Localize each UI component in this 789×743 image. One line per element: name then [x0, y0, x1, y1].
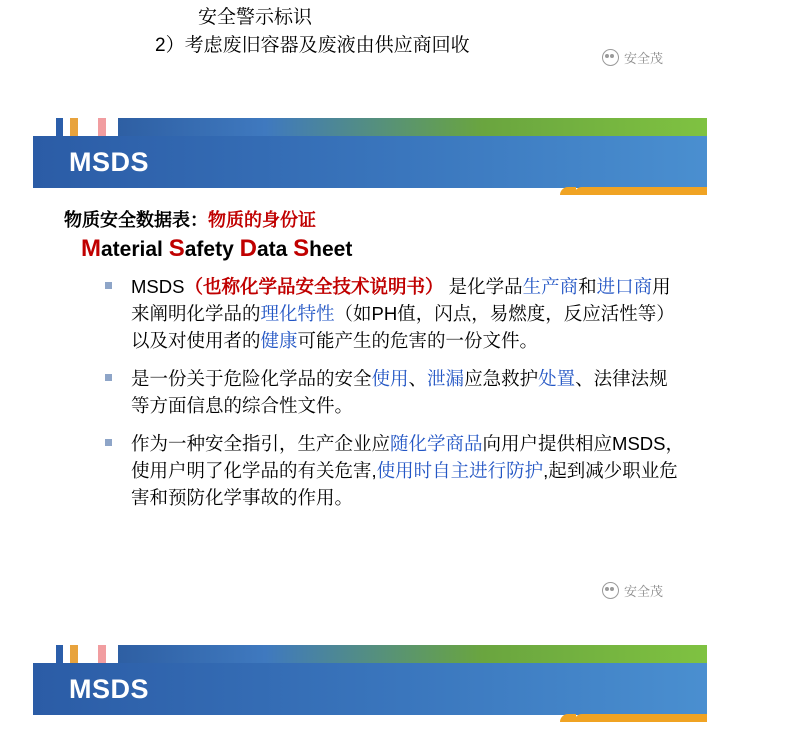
strip-segment-gradient — [118, 645, 707, 663]
bullet-text-run: 和 — [578, 276, 597, 297]
strip-segment-pink — [98, 645, 106, 663]
bullet-text-run: 作为一种安全指引，生产企业应 — [131, 433, 391, 454]
subheading-word-3: heet — [309, 238, 353, 261]
band-accent-shape — [574, 187, 707, 195]
strip-segment-white — [33, 118, 56, 136]
bullet-text-run: 进口商 — [596, 276, 653, 297]
watermark-icon — [602, 582, 619, 599]
strip-segment-gap-1 — [63, 645, 70, 663]
bullet-text-run: 应急救护 — [464, 368, 539, 389]
bullet-text-run: 是一份关于危险化学品的安全 — [131, 368, 372, 389]
bullet-text-run: 向用户提供相应MSDS，使用户明了化学品的有关危害, — [131, 433, 684, 481]
bullet-item — [101, 273, 685, 354]
section-heading — [64, 206, 316, 232]
bullet-list — [101, 273, 685, 522]
section-heading-plain: 物质安全数据表： — [64, 210, 208, 230]
bullet-text-run: MSDS — [131, 276, 185, 297]
bullet-item — [101, 430, 685, 511]
subheading-capital-3: S — [293, 235, 310, 262]
slide-msds-main — [33, 118, 707, 578]
slide-top-color-strip — [33, 118, 707, 136]
top-text-line-1: 安全警示标识 — [198, 7, 313, 28]
strip-segment-gap-3 — [106, 118, 118, 136]
bullet-text-run: 、 — [408, 368, 428, 389]
watermark-label: 安全茂 — [624, 51, 664, 66]
bullet-text-run: 处置 — [538, 368, 576, 389]
bullet-text-run: 使用时自主进行防护 — [376, 460, 544, 481]
strip-segment-blue — [56, 118, 63, 136]
bullet-item — [101, 365, 685, 419]
subheading-capital-1: S — [168, 235, 185, 262]
bullet-text-run: 用来阐明化学品的 — [131, 276, 671, 324]
bullet-text-run: （如PH值，闪点，易燃度，反应活性等）以及对使用者的 — [131, 303, 675, 351]
subheading-word-0: aterial — [101, 238, 169, 261]
subheading-word-1: afety — [184, 238, 240, 261]
watermark-bottom — [602, 581, 663, 600]
bullet-text-run: 随化学商品 — [390, 433, 483, 454]
slide-msds-next — [33, 645, 707, 743]
strip-segment-white — [33, 645, 56, 663]
slide-top-color-strip — [33, 645, 707, 663]
bullet-text-run: ,起到减少职业危害和预防化学事故的作用。 — [131, 460, 678, 508]
watermark-label: 安全茂 — [624, 584, 664, 599]
subheading-capital-0: M — [81, 235, 101, 262]
band-accent-shape — [574, 714, 707, 722]
section-heading-highlight: 物质的身份证 — [208, 210, 316, 230]
strip-segment-pink — [98, 118, 106, 136]
watermark-icon — [602, 49, 619, 66]
bullet-text-run: （也称化学品安全技术说明书） — [184, 276, 444, 297]
bullet-text-run: 生产商 — [522, 276, 579, 297]
strip-segment-gap-1 — [63, 118, 70, 136]
slide-title-band — [33, 136, 707, 188]
strip-segment-gap-2 — [78, 645, 98, 663]
strip-segment-gold — [70, 645, 78, 663]
top-text-line-2: 2）考虑废旧容器及废液由供应商回收 — [155, 35, 470, 56]
bullet-text-run: 健康 — [260, 330, 298, 351]
section-subheading — [81, 235, 352, 263]
bullet-text-run: 理化特性 — [260, 303, 335, 324]
subheading-capital-2: D — [239, 235, 257, 262]
bullet-text-run: 泄漏 — [427, 368, 465, 389]
bullet-text-run: 是化学品 — [443, 276, 523, 297]
subheading-word-2: ata — [256, 238, 294, 261]
bullet-text-run: 可能产生的危害的一份文件。 — [297, 330, 539, 351]
strip-segment-blue — [56, 645, 63, 663]
watermark-top — [602, 48, 663, 67]
bullet-text-run: 、法律法规等方面信息的综合性文件。 — [131, 368, 668, 416]
slide-title-band — [33, 663, 707, 715]
slide-title: MSDS — [69, 147, 150, 177]
strip-segment-gap-2 — [78, 118, 98, 136]
slide-title: MSDS — [69, 674, 150, 704]
strip-segment-gap-3 — [106, 645, 118, 663]
bullet-text-run: 使用 — [371, 368, 409, 389]
strip-segment-gold — [70, 118, 78, 136]
strip-segment-gradient — [118, 118, 707, 136]
